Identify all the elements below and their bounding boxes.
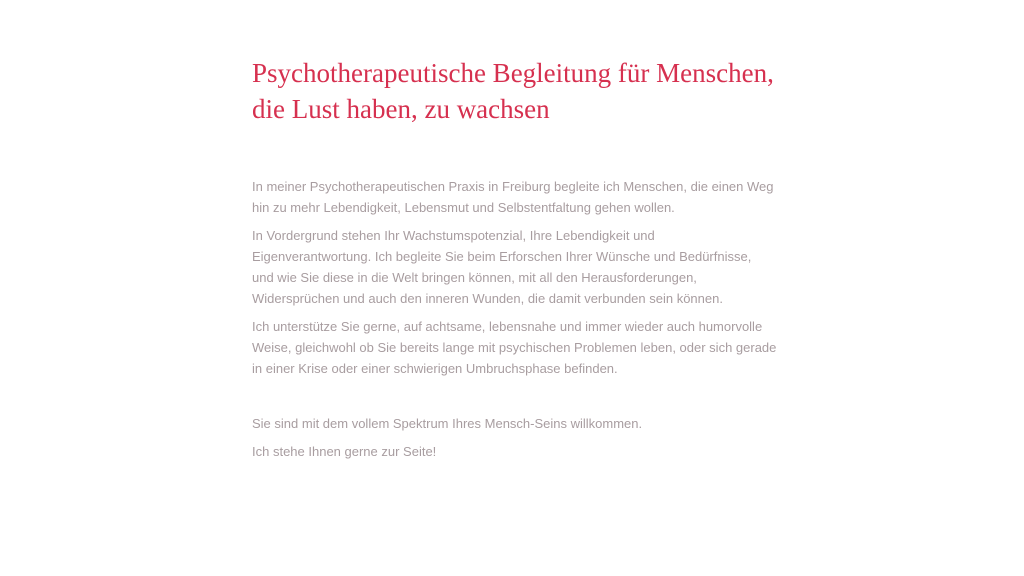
closing-paragraph: Sie sind mit dem vollem Spektrum Ihres Mensch-Seins willkommen.	[252, 416, 643, 431]
main-content	[252, 55, 782, 469]
closing-section	[252, 413, 782, 462]
intro-paragraph: In meiner Psychotherapeutischen Praxis in Freiburg begleite ich Menschen, die einen Weg hin zu mehr Lebendigkeit, Lebensmut und Selbstentfaltung gehen wollen.	[252, 179, 774, 215]
intro-section	[252, 176, 782, 379]
intro-paragraph: In Vordergrund stehen Ihr Wachstumspotenzial, Ihre Lebendigkeit und Eigenverantwortung. Ich begleite Sie beim Erforschen Ihrer Wünsche und Bedürfnisse, und wie Sie diese in die Welt bringen können, mit all den Herausforderungen, Widersprüchen und auch den inneren Wunden, die damit verbunden sein können.	[252, 228, 752, 306]
page-headline	[252, 55, 782, 127]
closing-paragraph: Ich stehe Ihnen gerne zur Seite!	[252, 444, 437, 459]
headline-line-2: die Lust haben, zu wachsen	[252, 94, 550, 124]
headline-line-1: Psychotherapeutische Begleitung für Menschen,	[252, 58, 774, 88]
intro-paragraph: Ich unterstütze Sie gerne, auf achtsame, lebensnahe und immer wieder auch humorvolle Weise, gleichwohl ob Sie bereits lange mit psychischen Problemen leben, oder sich gerade in einer Krise oder einer schwierigen Umbruchsphase befinden.	[252, 319, 777, 376]
